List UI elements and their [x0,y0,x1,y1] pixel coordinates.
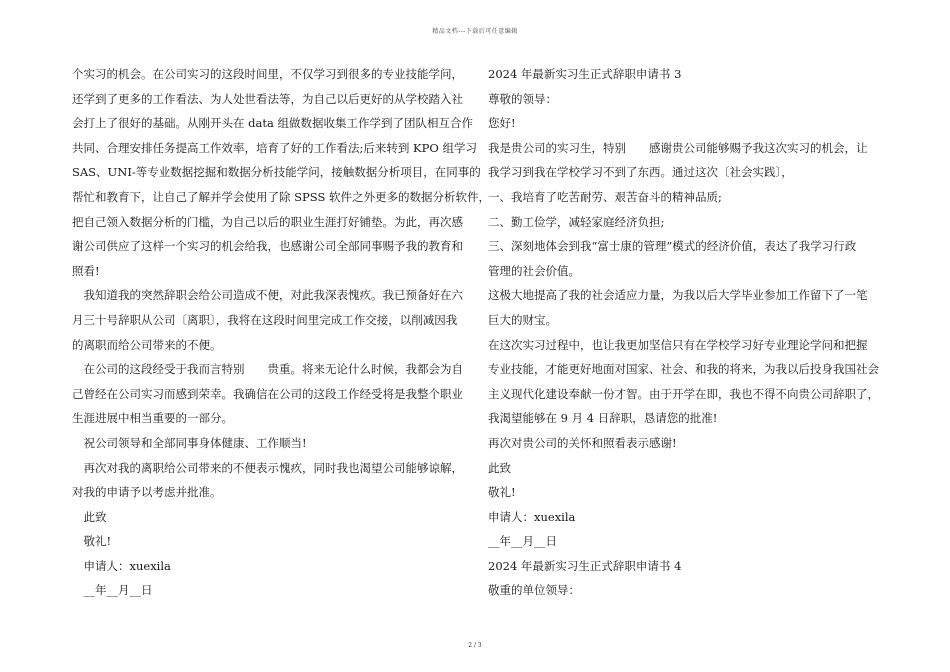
text-line: __年__月__日 [72,583,153,598]
text-line: 月三十号辞职从公司〔离职〕，我将在这段时间里完成工作交接，以削减因我 [72,312,458,327]
text-line: 的离职而给公司带来的不便。 [72,337,222,352]
text-line: 祝公司领导和全部同事身体健康、工作顺当! [72,435,307,450]
page-header: 精品文档---下载后可任意编辑 [432,28,518,35]
text-line: 个实习的机会。在公司实习的这段时间里，不仅学习到很多的专业技能学问， [72,67,463,81]
left-column [72,62,490,603]
text-line: 主义现代化建设奉献一份才智。由于开学在即，我也不得不向贵公司辞职了， [488,386,879,401]
text-line: 三、深刻地体会到我“富士康的管理”模式的经济价值，表达了我学习行政 [488,239,857,254]
text-line: 此致 [488,460,511,475]
text-line: 专业技能，才能更好地面对国家、社会、和我的将来，为我以后投身我国社会 [488,362,879,377]
text-line: 生涯进展中相当重要的一部分。 [72,411,233,426]
text-line: 把自己领入数据分析的门槛，为自己以后的职业生涯打好铺垫。为此，再次感 [72,214,463,229]
text-line: 此致 [72,509,107,524]
text-line: 对我的申请予以考虑并批准。 [72,485,222,500]
text-line: 在这次实习过程中，也让我更加坚信只有在学校学习好专业理论学问和把握 [488,337,868,352]
text-line: 巨大的财宝。 [488,312,557,327]
text-line: 共同、合理安排任务提高工作效率，培育了好的工作看法;后来转到 KPO 组学习 [72,140,477,155]
text-line: 敬礼! [488,485,516,500]
text-line: 还学到了更多的工作看法、为人处世看法等，为自己以后更好的从学校踏入社 [72,91,463,106]
text-line: 在公司的这段经受于我而言特别 贵重。将来无论什么时候，我都会为自 [72,362,463,377]
text-line: 尊敬的领导： [488,91,557,106]
text-line: 一、我培育了吃苦耐劳、艰苦奋斗的精神品质; [488,189,722,204]
text-line: 我学习到我在学校学习不到了东西。通过这次〔社会实践〕， [488,165,793,180]
text-line: 申请人：xuexila [488,509,576,524]
page-number: 2 / 3 [468,642,482,649]
text-line: 谢公司供应了这样一个实习的机会给我，也感谢公司全部同事赐予我的教育和 [72,239,463,254]
text-line: 管理的社会价值。 [488,263,580,278]
text-line: 这极大地提高了我的社会适应力量，为我以后大学毕业参加工作留下了一笔 [488,288,868,303]
text-line: 2024 年最新实习生正式辞职申请书 3 [488,67,682,81]
text-line: 再次对贵公司的关怀和照看表示感谢! [488,435,677,450]
text-line: __年__月__日 [488,534,557,549]
text-line: 您好! [488,116,516,131]
right-column [488,62,888,603]
text-line: 照看! [72,263,100,278]
text-line: 帮忙和教育下，让自己了解并学会使用了除 SPSS 软件之外更多的数据分析软件， [72,189,490,204]
text-line: 己曾经在公司实习而感到荣幸。我确信在公司的这段工作经受将是我整个职业 [72,386,463,401]
text-line: 再次对我的离职给公司带来的不便表示愧疚，同时我也渴望公司能够谅解， [72,460,463,475]
text-line: SAS、UNI-等专业数据挖掘和数据分析技能学问，接触数据分析项目，在同事的 [72,165,481,180]
text-line: 我知道我的突然辞职会给公司造成不便，对此我深表愧疚。我已预备好在六 [72,288,463,303]
text-line: 会打上了很好的基础。从刚开头在 data 组做数据收集工作学到了团队相互合作 [72,116,474,131]
text-line: 我是贵公司的实习生，特别 感谢贵公司能够赐予我这次实习的机会，让 [488,140,868,155]
text-line: 二、勤工俭学，减轻家庭经济负担; [488,214,665,229]
text-line: 敬重的单位领导： [488,583,580,598]
text-line: 2024 年最新实习生正式辞职申请书 4 [488,558,682,573]
text-line: 申请人：xuexila [72,558,171,573]
text-line: 我渴望能够在 9 月 4 日辞职，恳请您的批准! [488,411,718,426]
text-line: 敬礼! [72,534,112,549]
